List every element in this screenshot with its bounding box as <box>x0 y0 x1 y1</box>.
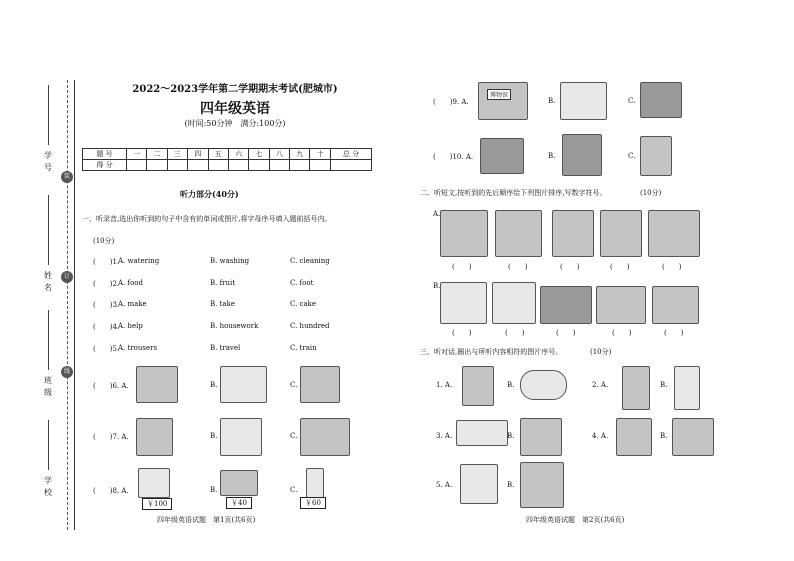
label-class: 班级 <box>44 376 52 397</box>
score-cell[interactable] <box>208 160 228 171</box>
washing-picture <box>300 418 350 456</box>
page-footer-left: 四年级英语试题 第1页(共6页) <box>157 516 256 524</box>
option-b: B. <box>507 432 515 440</box>
label-school: 学校 <box>44 476 52 497</box>
price-tag: ￥40 <box>226 497 252 509</box>
answer-blank[interactable]: ( ) <box>452 329 472 337</box>
question-number: ( )1. <box>93 258 120 266</box>
part2-row-b-label: B. <box>433 282 441 290</box>
score-header: 四 <box>188 149 208 160</box>
question-number: 1. A. <box>436 381 453 389</box>
question-number: ( )10. A. <box>433 153 474 161</box>
answer-blank[interactable]: ( ) <box>556 329 576 337</box>
score-header: 总 分 <box>331 149 372 160</box>
fill-line <box>48 310 49 370</box>
option-c: C. <box>290 381 298 389</box>
cooking-picture <box>220 418 262 456</box>
temple-picture <box>596 286 646 324</box>
vegetable-picture <box>462 366 494 406</box>
score-cell[interactable] <box>228 160 248 171</box>
option-b: B. housework <box>210 322 259 330</box>
score-cell[interactable] <box>249 160 269 171</box>
option-b: B. <box>210 432 218 440</box>
answer-blank[interactable]: ( ) <box>452 263 472 271</box>
answer-blank[interactable]: ( ) <box>610 263 630 271</box>
label-student-number: 学号 <box>44 151 52 172</box>
score-header: 十 <box>310 149 331 160</box>
section-listening: 听力部分(40分) <box>180 189 239 199</box>
mopping-picture <box>495 210 542 257</box>
score-header: 六 <box>228 149 248 160</box>
part2-points: (10分) <box>640 189 662 197</box>
question-number: ( )3. <box>93 301 120 309</box>
trousers-picture <box>306 468 324 498</box>
answer-blank[interactable]: ( ) <box>508 263 528 271</box>
option-c: C. <box>290 432 298 440</box>
option-c: C. cleaning <box>290 257 330 265</box>
library-picture <box>520 462 564 508</box>
score-cell[interactable] <box>310 160 331 171</box>
option-b: B. <box>660 432 668 440</box>
palace-picture <box>540 286 592 324</box>
option-a: A. food <box>118 279 144 287</box>
question-number: 2. A. <box>592 381 609 389</box>
museum-picture <box>478 82 528 120</box>
taj-mahal-picture <box>136 366 178 403</box>
answer-blank[interactable]: ( ) <box>560 263 580 271</box>
option-a: A. help <box>118 322 143 330</box>
dumplings-picture <box>520 370 567 400</box>
opera-house-picture <box>220 366 267 403</box>
question-number: ( )9. A. <box>433 98 469 106</box>
cooking-child-picture <box>648 210 700 257</box>
cleaning-picture <box>672 418 714 456</box>
score-row-label: 得 分 <box>83 160 127 171</box>
score-header: 二 <box>147 149 167 160</box>
score-header: 八 <box>269 149 289 160</box>
score-header: 九 <box>290 149 310 160</box>
option-b: B. <box>507 381 515 389</box>
child-picture <box>552 210 594 257</box>
option-b: B. <box>660 381 668 389</box>
girl-picture <box>674 366 700 410</box>
option-b: B. washing <box>210 257 250 265</box>
part3-instruction: 三、听对话,圈出与所听内容相符的图片序号。 <box>420 348 563 356</box>
headphones-picture <box>562 134 602 176</box>
question-number: 5. A. <box>436 481 453 489</box>
option-b: B. take <box>210 300 235 308</box>
option-a: A. make <box>118 300 147 308</box>
binding-hole: 线 <box>61 366 73 378</box>
option-b: B. <box>548 97 556 105</box>
question-number: 3. A. <box>436 432 453 440</box>
option-c: C. <box>290 486 298 494</box>
shoes-picture <box>220 470 258 496</box>
question-number: ( )2. <box>93 280 120 288</box>
question-number: ( )5. <box>93 345 120 353</box>
part1-points: (10分) <box>93 237 115 245</box>
washing-clothes-picture <box>440 210 488 257</box>
erasers-picture <box>456 420 508 446</box>
part2-instruction: 二、听短文,按听到的先后顺序给下列图片排序,写数字符号。 <box>420 189 607 197</box>
option-a: A. watering <box>118 257 160 265</box>
option-c: C. <box>628 97 636 105</box>
score-cell[interactable] <box>126 160 146 171</box>
option-c: C. <box>628 152 636 160</box>
part1-instruction: 一、听录音,选出你听到的句子中含有的单词或图片,将字母序号填入题前括号内。 <box>82 215 332 223</box>
option-c: C. train <box>290 344 317 352</box>
score-cell[interactable] <box>290 160 310 171</box>
score-table <box>82 148 372 171</box>
price-tag: ￥60 <box>300 497 326 509</box>
violin-picture <box>640 136 672 176</box>
score-cell[interactable] <box>269 160 289 171</box>
binding-hole: 订 <box>61 271 73 283</box>
page-footer-right: 四年级英语试题 第2页(共6页) <box>526 516 625 524</box>
backpack-picture <box>520 418 562 456</box>
score-header: 七 <box>249 149 269 160</box>
part3-points: (10分) <box>590 348 612 356</box>
fill-line <box>48 85 49 145</box>
violin-playing-picture <box>600 210 642 257</box>
score-header: 一 <box>126 149 146 160</box>
computer-work-picture <box>460 464 498 504</box>
question-number: 4. A. <box>592 432 609 440</box>
binding-hole: 装 <box>61 171 73 183</box>
question-number: ( )7. A. <box>93 433 129 441</box>
price-tag: ￥100 <box>142 498 172 510</box>
cinema-picture <box>560 82 607 120</box>
score-cell[interactable] <box>147 160 167 171</box>
answer-blank[interactable]: ( ) <box>662 263 682 271</box>
answer-blank[interactable]: ( ) <box>612 329 632 337</box>
question-number: ( )4. <box>93 323 120 331</box>
great-wall-picture <box>492 282 536 324</box>
fields-picture <box>440 282 487 324</box>
sweeping-picture <box>136 418 173 456</box>
option-c: C. foot <box>290 279 314 287</box>
camera-picture <box>480 138 524 174</box>
score-cell[interactable] <box>167 160 187 171</box>
fill-line <box>48 195 49 265</box>
answer-blank[interactable]: ( ) <box>505 329 525 337</box>
option-b: B. <box>210 486 218 494</box>
opera-girl-picture <box>622 366 650 410</box>
option-c: C. hundred <box>290 322 330 330</box>
washing-vegetables-picture <box>616 418 652 456</box>
option-c: C. cake <box>290 300 317 308</box>
question-number: ( )8. A. <box>93 487 129 495</box>
score-cell[interactable] <box>331 160 372 171</box>
option-b: B. <box>507 481 515 489</box>
answer-blank[interactable]: ( ) <box>664 329 684 337</box>
binding-margin <box>0 0 80 561</box>
museum-sign: 博物馆 <box>487 89 511 100</box>
option-a: A. trousers <box>118 344 158 352</box>
option-b: B. fruit <box>210 279 236 287</box>
exam-title: 2022～2023学年第二学期期末考试(肥城市) <box>132 84 338 95</box>
cut-line <box>67 80 68 530</box>
computer-picture <box>640 82 682 118</box>
exam-subject: 四年级英语 <box>200 101 270 117</box>
label-name: 姓名 <box>44 271 52 292</box>
option-b: B. <box>548 152 556 160</box>
part2-row-a-label: A. <box>433 210 441 218</box>
shirt-picture <box>138 468 170 498</box>
score-header: 五 <box>208 149 228 160</box>
exam-time-info: (时间:50分钟 满分:100分) <box>184 119 286 128</box>
question-number: ( )6. A. <box>93 382 129 390</box>
fill-line <box>48 420 49 470</box>
big-ben-picture <box>300 366 340 403</box>
mountain-picture <box>652 286 699 324</box>
score-header: 题 号 <box>83 149 127 160</box>
score-header: 三 <box>167 149 187 160</box>
option-b: B. travel <box>210 344 241 352</box>
margin-rule <box>74 80 75 530</box>
score-cell[interactable] <box>188 160 208 171</box>
option-b: B. <box>210 381 218 389</box>
